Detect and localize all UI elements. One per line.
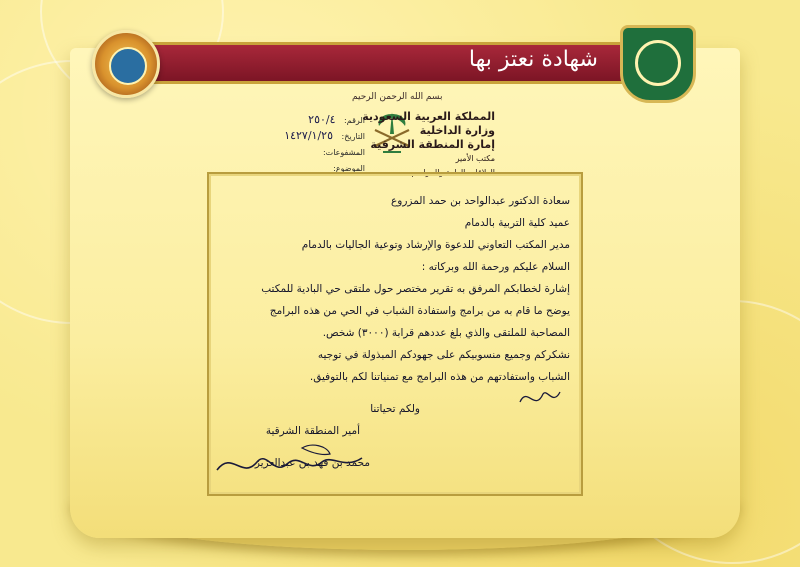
ministry-line: وزارة الداخلية xyxy=(419,124,495,137)
ref-row: الرقم: ٢٥٠/٤ xyxy=(308,113,365,126)
office-line: مكتب الأمير xyxy=(455,154,495,163)
initials-signature xyxy=(515,382,565,416)
ministry-line: المملكة العربية السعودية xyxy=(362,110,495,123)
organization-logo xyxy=(92,30,160,98)
body-line: إشارة لخطابكم المرفق به تقرير مختصر حول ملتقى حي البادية للمكتب xyxy=(261,283,570,295)
ministry-logo xyxy=(620,25,696,103)
ministry-header xyxy=(362,110,495,180)
handwritten-signature xyxy=(212,440,372,484)
recipient-title: مدير المكتب التعاوني للدعوة والإرشاد وتوعية الجاليات بالدمام xyxy=(301,239,570,251)
signatory-title: أمير المنطقة الشرقية xyxy=(265,425,360,437)
ref-row: الموضوع: xyxy=(333,164,365,173)
office-line: العلاقات العامة والمراسم xyxy=(411,168,495,177)
ministry-line: إمارة المنطقة الشرقية xyxy=(370,138,495,151)
greeting: السلام عليكم ورحمة الله وبركاته : xyxy=(421,261,570,273)
recipient-title: عميد كلية التربية بالدمام xyxy=(464,217,570,229)
ref-value: ١٤٢٧/١/٢٥ xyxy=(284,129,333,142)
body-line: يوضح ما قام به من برامج واستفادة الشباب في الحي من هذه البرامج xyxy=(269,305,570,317)
ref-row: المشفوعات: xyxy=(322,148,365,157)
logo-emblem-icon xyxy=(109,47,147,85)
ref-row: التاريخ: ١٤٢٧/١/٢٥ xyxy=(284,129,365,142)
body-line: المصاحبة للملتقى والذي بلغ عددهم قرابة (٣٠٠٠) شخص. xyxy=(322,327,570,339)
recipient-name: سعادة الدكتور عبدالواحد بن حمد المزروع xyxy=(391,195,570,207)
ref-label: الموضوع xyxy=(335,164,365,173)
banner-title: شهادة نعتز بها xyxy=(468,47,598,72)
ref-value: ٢٥٠/٤ xyxy=(308,113,336,126)
closing: ولكم تحياتنا xyxy=(370,403,420,415)
mosque-dome-icon xyxy=(635,40,681,86)
ref-label: التاريخ xyxy=(344,132,365,141)
signatory-name: محمد بن فهد بن عبدالعزيز xyxy=(254,457,370,469)
letter-body xyxy=(215,190,570,474)
ref-label: المشفوعات xyxy=(325,148,365,157)
body-line: نشكركم وجميع منسوبيكم على جهودكم المبذولة في توجيه xyxy=(317,349,570,361)
title-banner xyxy=(140,42,638,84)
body-line: الشباب واستفادتهم من هذه البرامج مع تمنياتنا لكم بالتوفيق. xyxy=(309,371,570,383)
reference-block xyxy=(205,112,365,176)
ref-label: الرقم xyxy=(346,116,365,125)
basmala: بسم الله الرحمن الرحيم xyxy=(352,92,443,102)
